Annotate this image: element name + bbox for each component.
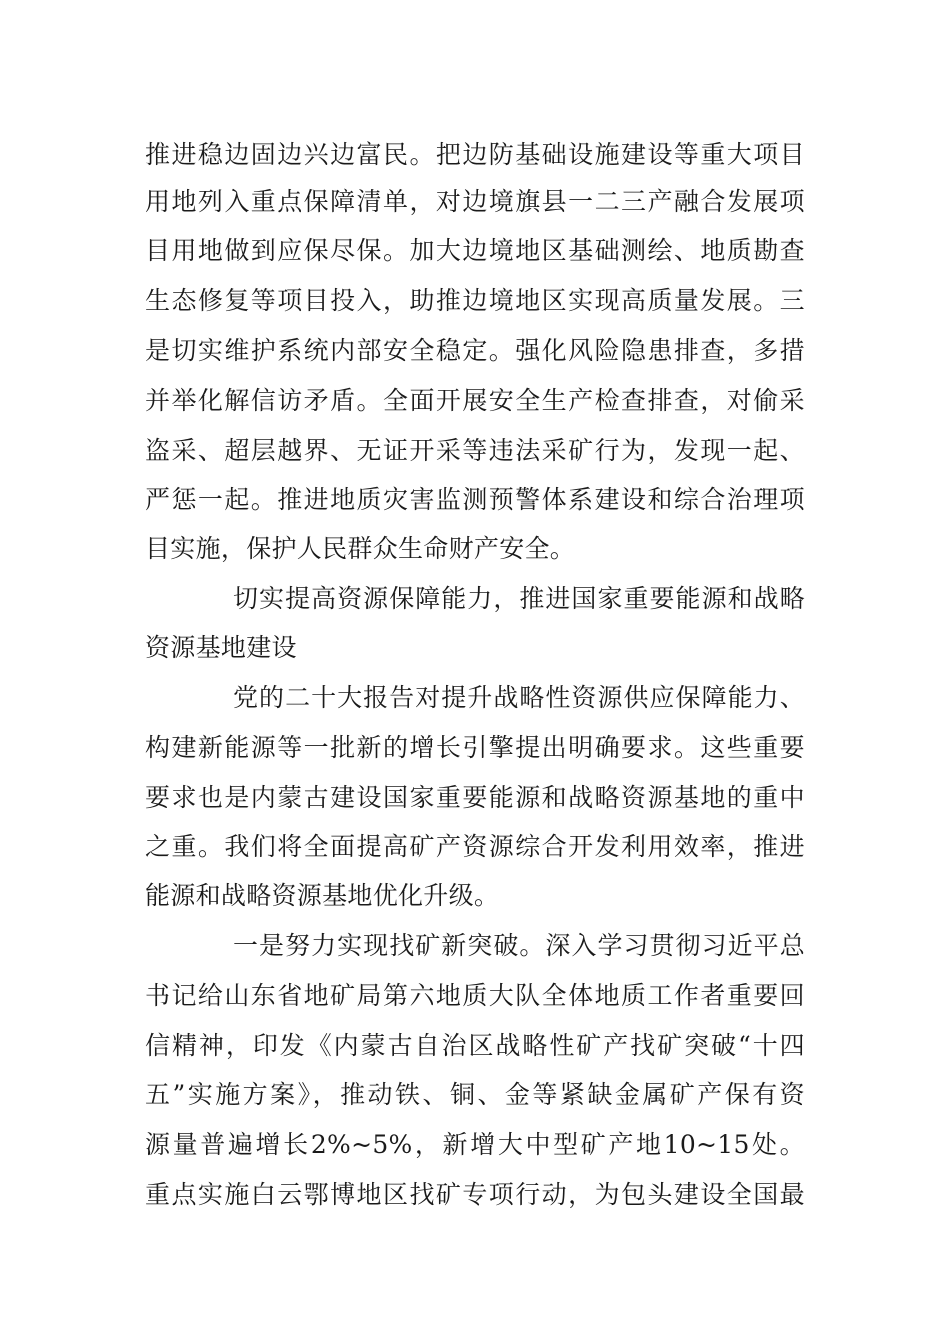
text-line: 严惩一起。推进地质灾害监测预警体系建设和综合治理项 xyxy=(145,485,805,514)
text-line: 源量普遍增长2%~5%，新增大中型矿产地10~15处。 xyxy=(145,1130,805,1159)
text-line: 五”实施方案》，推动铁、铜、金等紧缺金属矿产保有资 xyxy=(145,1080,805,1109)
text-line: 目实施，保护人民群众生命财产安全。 xyxy=(145,534,576,563)
text-line: 重点实施白云鄂博地区找矿专项行动，为包头建设全国最 xyxy=(145,1180,805,1209)
text-line: 之重。我们将全面提高矿产资源综合开发利用效率，推进 xyxy=(145,832,805,861)
text-line: 生态修复等项目投入，助推边境地区实现高质量发展。三 xyxy=(145,286,805,315)
section-heading-line: 切实提高资源保障能力，推进国家重要能源和战略 xyxy=(233,584,805,613)
text-line: 书记给山东省地矿局第六地质大队全体地质工作者重要回 xyxy=(145,981,805,1010)
text-line: 推进稳边固边兴边富民。把边防基础设施建设等重大项目 xyxy=(145,140,805,169)
text-line: 并举化解信访矛盾。全面开展安全生产检查排查，对偷采 xyxy=(145,386,805,415)
text-line: 用地列入重点保障清单，对边境旗县一二三产融合发展项 xyxy=(145,187,805,216)
text-line: 目用地做到应保尽保。加大边境地区基础测绘、地质勘查 xyxy=(145,236,805,265)
text-line: 是切实维护系统内部安全稳定。强化风险隐患排查，多措 xyxy=(145,336,805,365)
text-line: 能源和战略资源基地优化升级。 xyxy=(145,881,500,910)
text-line: 一是努力实现找矿新突破。深入学习贯彻习近平总 xyxy=(233,931,805,960)
section-heading-line: 资源基地建设 xyxy=(145,633,297,662)
text-line: 要求也是内蒙古建设国家重要能源和战略资源基地的重中 xyxy=(145,783,805,812)
text-line: 构建新能源等一批新的增长引擎提出明确要求。这些重要 xyxy=(145,733,805,762)
text-line: 信精神，印发《内蒙古自治区战略性矿产找矿突破“十四 xyxy=(145,1031,805,1060)
text-line: 党的二十大报告对提升战略性资源供应保障能力、 xyxy=(233,683,805,712)
text-line: 盗采、超层越界、无证开采等违法采矿行为，发现一起、 xyxy=(145,436,805,465)
